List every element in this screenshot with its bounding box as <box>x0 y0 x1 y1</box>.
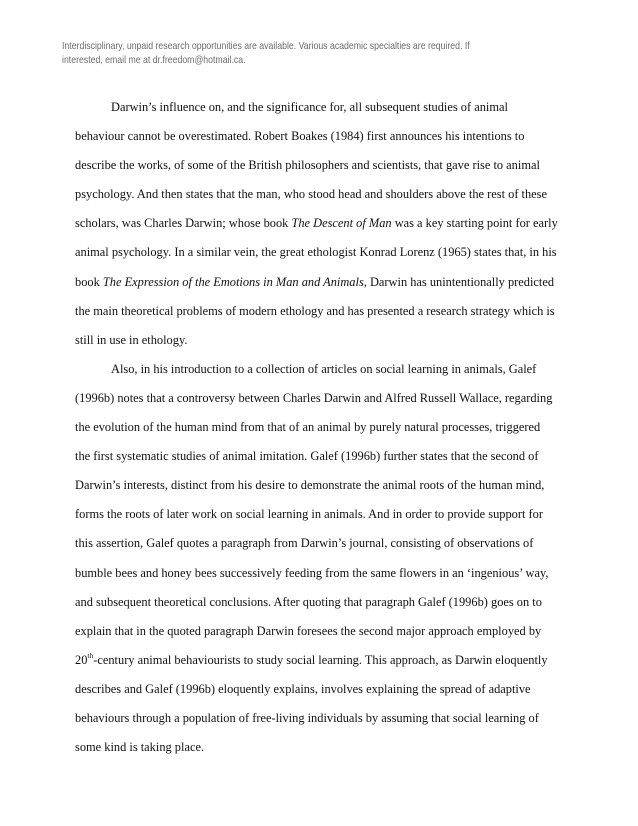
text-line: describe the works, of some of the British philosophers and scientists, that gave rise to animal <box>75 158 540 173</box>
text-line: the first systematic studies of animal imitation. Galef (1996b) further states that the second of <box>75 449 539 464</box>
text-line: Also, in his introduction to a collection of articles on social learning in animals, Galef <box>111 361 537 376</box>
text-line <box>75 209 563 238</box>
text-line: animal psychology. In a similar vein, the great ethologist Konrad Lorenz (1965) states that, in his <box>75 245 557 260</box>
text-line: Darwin’s influence on, and the significance for, all subsequent studies of animal <box>111 100 508 114</box>
text-line: the main theoretical problems of modern ethology and has presented a research strategy which is <box>75 303 555 318</box>
text-line <box>75 268 563 297</box>
text-segment: , Darwin has unintentionally predicted <box>363 274 555 289</box>
text-segment: book <box>75 274 103 289</box>
book-title: The Descent of Man <box>291 216 392 231</box>
page-header <box>62 40 499 67</box>
text-line: the evolution of the human mind from that of an animal by purely natural processes, triggered <box>75 420 541 435</box>
text-line: behaviour cannot be overestimated. Robert Boakes (1984) first announces his intentions to <box>75 129 525 144</box>
paragraph-2 <box>75 355 563 762</box>
text-line: bumble bees and honey bees successively feeding from the same flowers in an ‘ingenious’ way, <box>75 565 549 580</box>
text-segment: was a key starting point for early <box>391 216 558 231</box>
text-line: explain that in the quoted paragraph Darwin foresees the second major approach employed by <box>75 623 542 638</box>
text-segment: -century animal behaviourists to study social learning. This approach, as Darwin eloquently <box>93 652 548 667</box>
superscript: th <box>87 650 94 660</box>
text-line: (1996b) notes that a controversy between Charles Darwin and Alfred Russell Wallace, regarding <box>75 390 553 405</box>
header-line-2: dr.freedom@hotmail.ca. <box>152 54 246 66</box>
text-line: and subsequent theoretical conclusions. After quoting that paragraph Galef (1996b) goes on to <box>75 594 542 609</box>
paragraph-1 <box>75 93 563 355</box>
text-line: still in use in ethology. <box>75 332 188 347</box>
text-line: behaviours through a population of free-living individuals by assuming that social learning of <box>75 710 539 725</box>
text-segment: scholars, was Charles Darwin; whose book <box>75 216 292 231</box>
text-line: Darwin’s interests, distinct from his desire to demonstrate the animal roots of the human mind, <box>75 478 545 493</box>
header-line-1: Interdisciplinary, unpaid research opportunities are available. Various academic specialties are required. If interested, email me at <box>62 41 470 66</box>
text-line: describes and Galef (1996b) eloquently explains, involves explaining the spread of adaptive <box>75 681 531 696</box>
text-line: psychology. And then states that the man, who stood head and shoulders above the rest of these <box>75 187 548 202</box>
text-line <box>75 646 563 675</box>
book-title: The Expression of the Emotions in Man and Animals <box>102 274 364 289</box>
text-line: some kind is taking place. <box>75 740 205 755</box>
text-segment: 20 <box>75 652 88 667</box>
body-text <box>75 93 563 762</box>
text-line: this assertion, Galef quotes a paragraph from Darwin’s journal, consisting of observations of <box>75 536 534 551</box>
text-line: forms the roots of later work on social learning in animals. And in order to provide support for <box>75 507 543 522</box>
